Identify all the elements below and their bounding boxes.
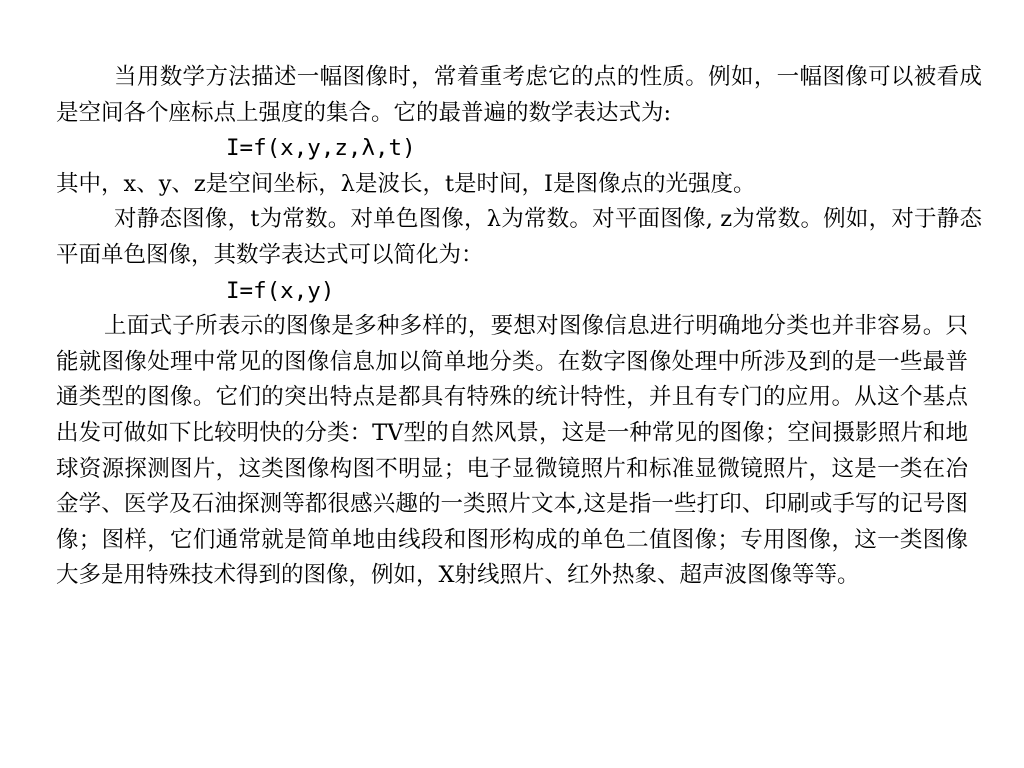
simplified-formula: I=f(x,y) xyxy=(226,277,335,304)
classification-paragraph: 上面式子所表示的图像是多种多样的，要想对图像信息进行明确地分类也并非容易。只能就图像处理中常见的图像信息加以简单地分类。在数字图像处理中所涉及到的是一些最普通类型的图像。它们的突出特点是都具有特殊的统计特性，并且有专门的应用。从这个基点出发可做如下比较明快的分类：TV型的自然风景，这是一种常见的图像；空间摄影照片和地球资源探测图片，这类图像构图不明显；电子显微镜照片和标准显微镜照片，这是一类在冶金学、医学及石油探测等都很感兴趣的一类照片文本,这是指一些打印、印刷或手写的记号图像；图样，它们通常就是简单地由线段和图形构成的单色二值图像；专用图像，这一类图像大多是用特殊技术得到的图像，例如，X射线照片、红外热象、超声波图像等等。 xyxy=(56,313,968,589)
simplification-paragraph: 对静态图像，t为常数。对单色图像，λ为常数。对平面图像, z为常数。例如，对于静态平面单色图像，其数学表达式可以简化为： xyxy=(56,206,982,268)
intro-paragraph: 当用数学方法描述一幅图像时，常着重考虑它的点的性质。例如，一幅图像可以被看成是空间各个座标点上强度的集合。它的最普遍的数学表达式为: xyxy=(56,64,982,126)
variables-paragraph: 其中，x、y、z是空间坐标，λ是波长，t是时间，I是图像点的光强度。 xyxy=(56,170,756,197)
general-formula: I=f(x,y,z,λ,t) xyxy=(226,135,416,162)
slide-content xyxy=(56,60,982,594)
